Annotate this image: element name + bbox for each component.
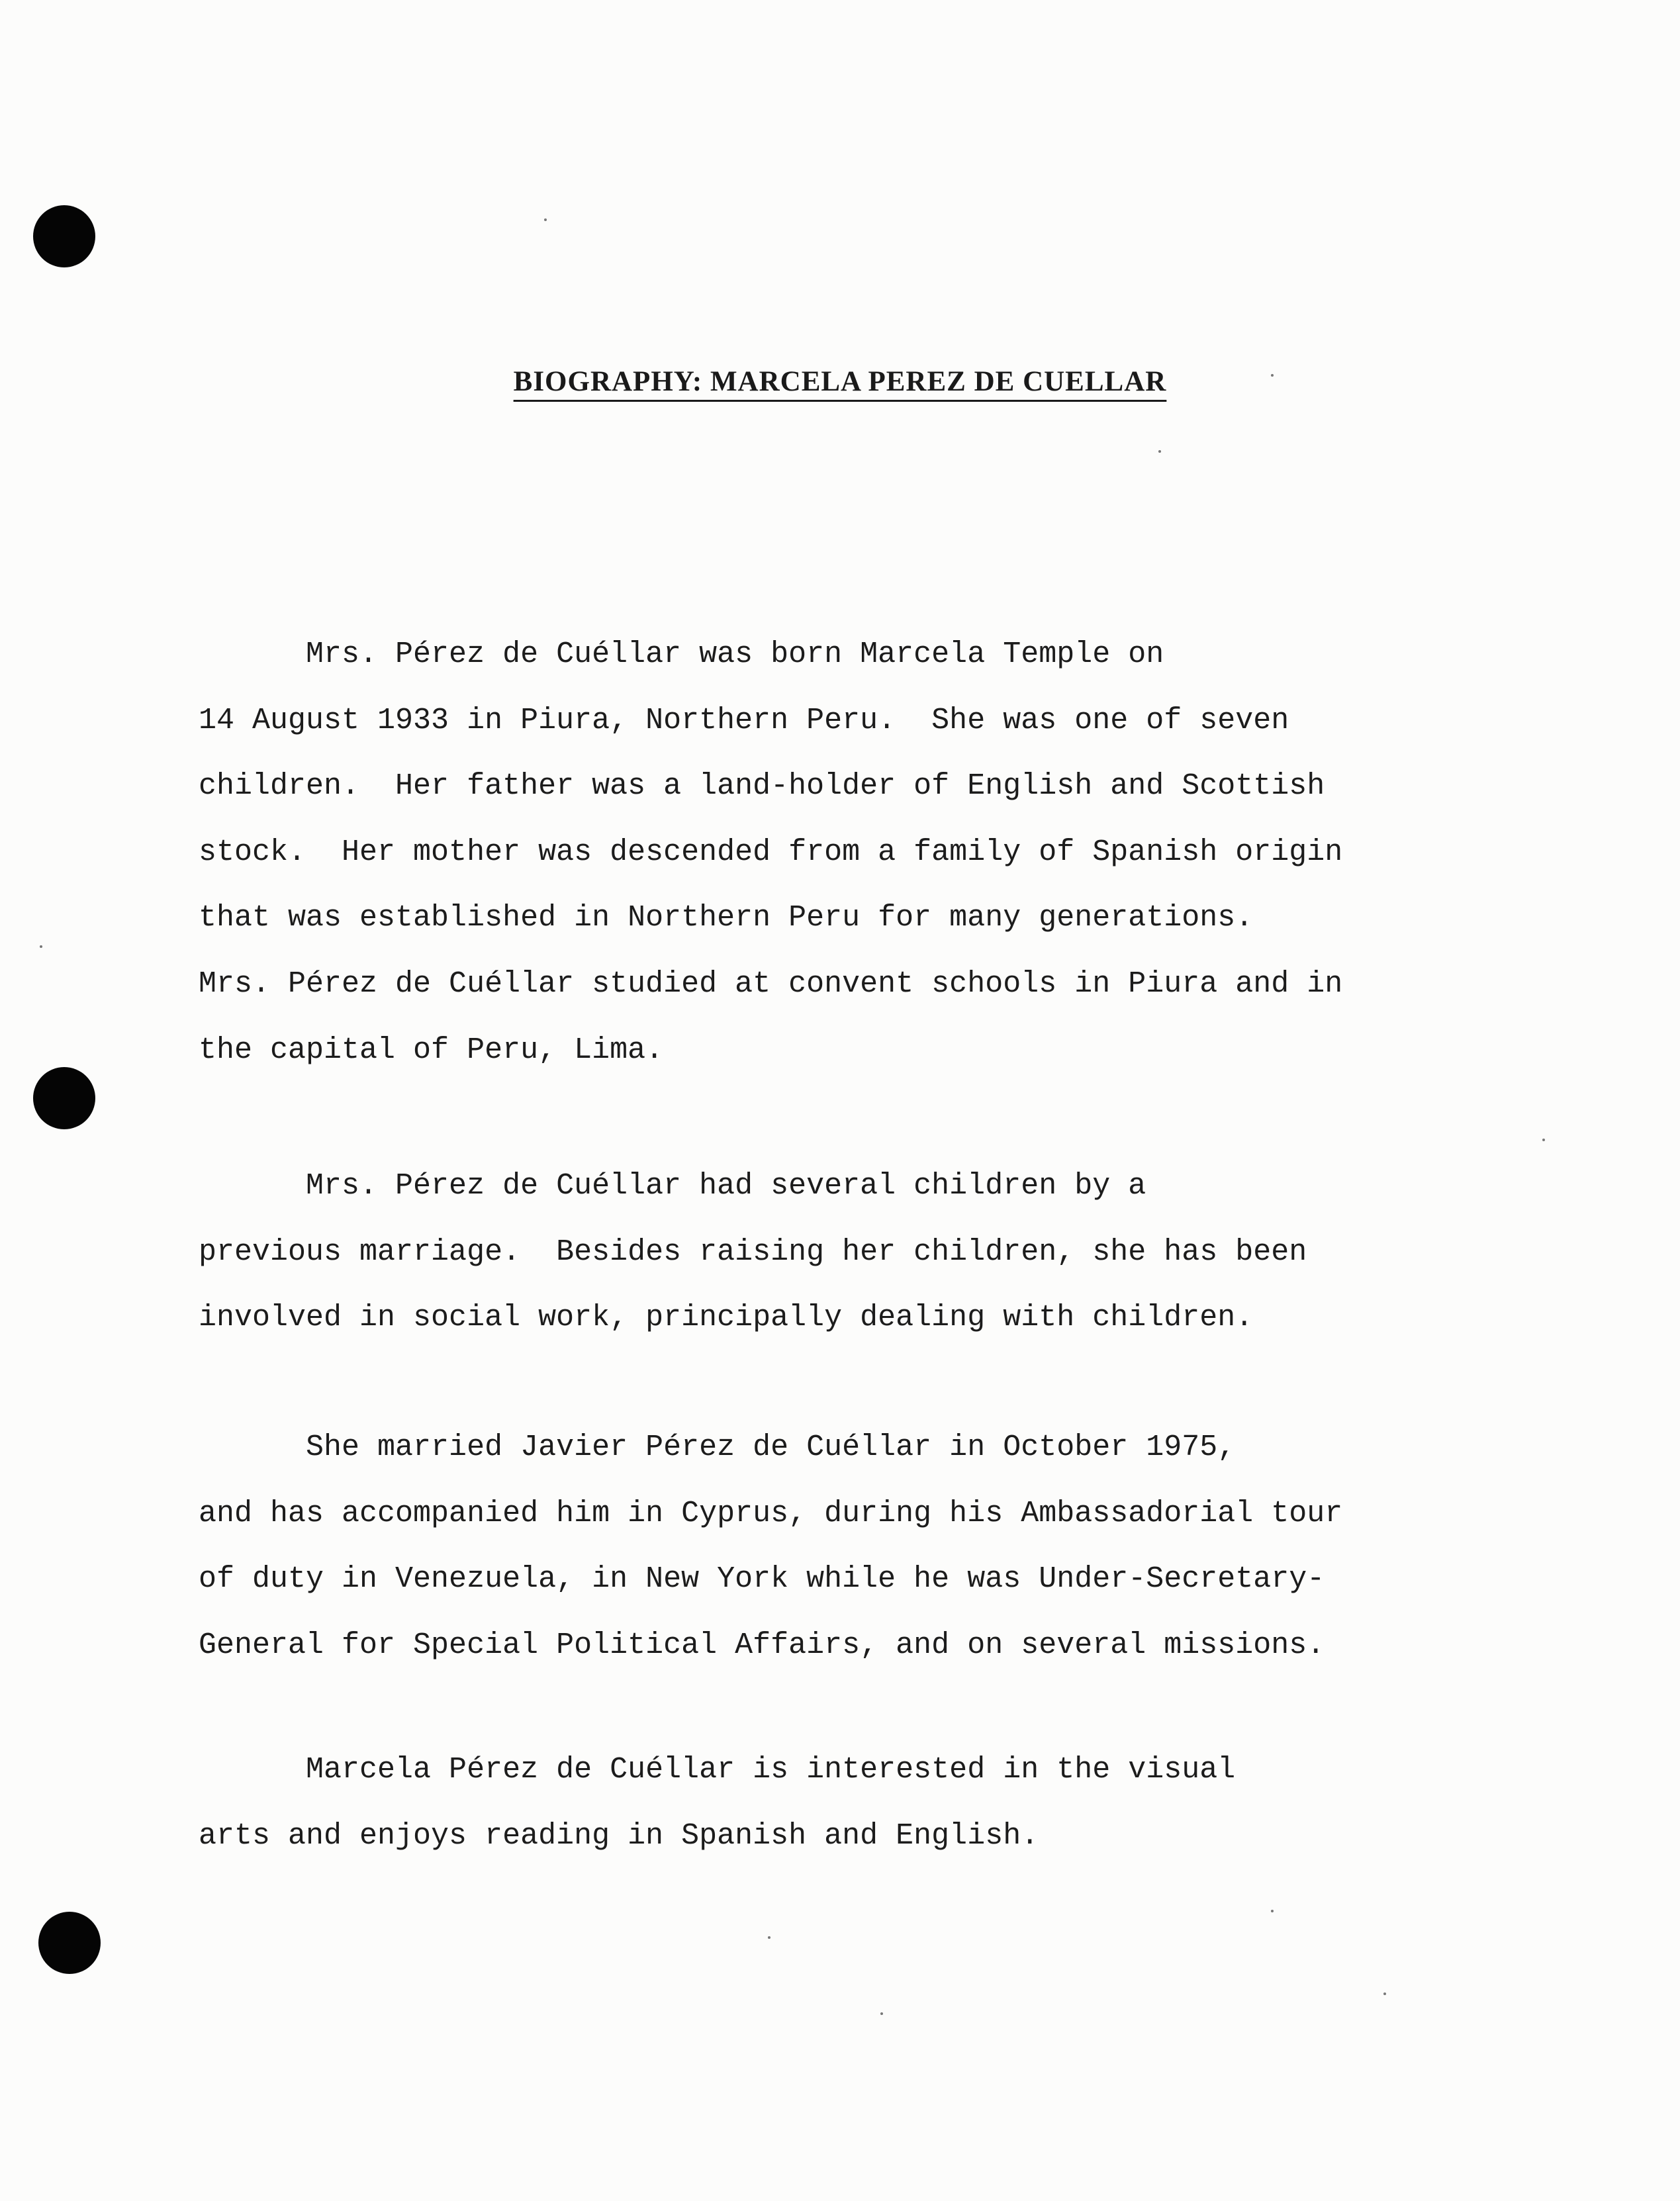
- scan-speck: [1158, 450, 1161, 453]
- paragraph-interests: Marcela Pérez de Cuéllar is interested in the visual arts and enjoys reading in Spanish and English.: [199, 1753, 1236, 1853]
- scan-speck: [768, 1936, 770, 1939]
- document-title: [0, 365, 1680, 398]
- document-title-text: BIOGRAPHY: MARCELA PEREZ DE CUELLAR: [513, 366, 1167, 397]
- paragraph-marriage-and-missions: She married Javier Pérez de Cuéllar in October 1975, and has accompanied him in Cyprus, during his Ambassadorial tour of duty in Venezuela, in New York while he was Under-Secretary- General for Special Political Affairs, and on several missions.: [199, 1430, 1343, 1662]
- punch-hole-middle: [33, 1067, 95, 1129]
- scan-speck: [1542, 1139, 1545, 1141]
- paragraph-birth-and-education: Mrs. Pérez de Cuéllar was born Marcela Temple on 14 August 1933 in Piura, Northern Peru. She was one of seven children. Her father was a land-holder of English and Scottish stock. Her mother was descended from a family of Spanish origin that was established in Northern Peru for many generations. Mrs. Pérez de Cuéllar studied at convent schools in Piura and in the capital of Peru, Lima.: [199, 637, 1343, 1067]
- punch-hole-bottom: [38, 1912, 101, 1974]
- punch-hole-top: [33, 205, 95, 267]
- scan-speck: [1271, 1910, 1274, 1912]
- scan-speck: [1383, 1992, 1386, 1995]
- scan-speck: [880, 2012, 883, 2015]
- scan-speck: [544, 218, 547, 221]
- paragraph-children-and-social-work: Mrs. Pérez de Cuéllar had several children by a previous marriage. Besides raising her children, she has been involved in social work, principally dealing with children.: [199, 1169, 1307, 1335]
- scan-speck: [1271, 374, 1274, 377]
- scan-speck: [40, 945, 42, 948]
